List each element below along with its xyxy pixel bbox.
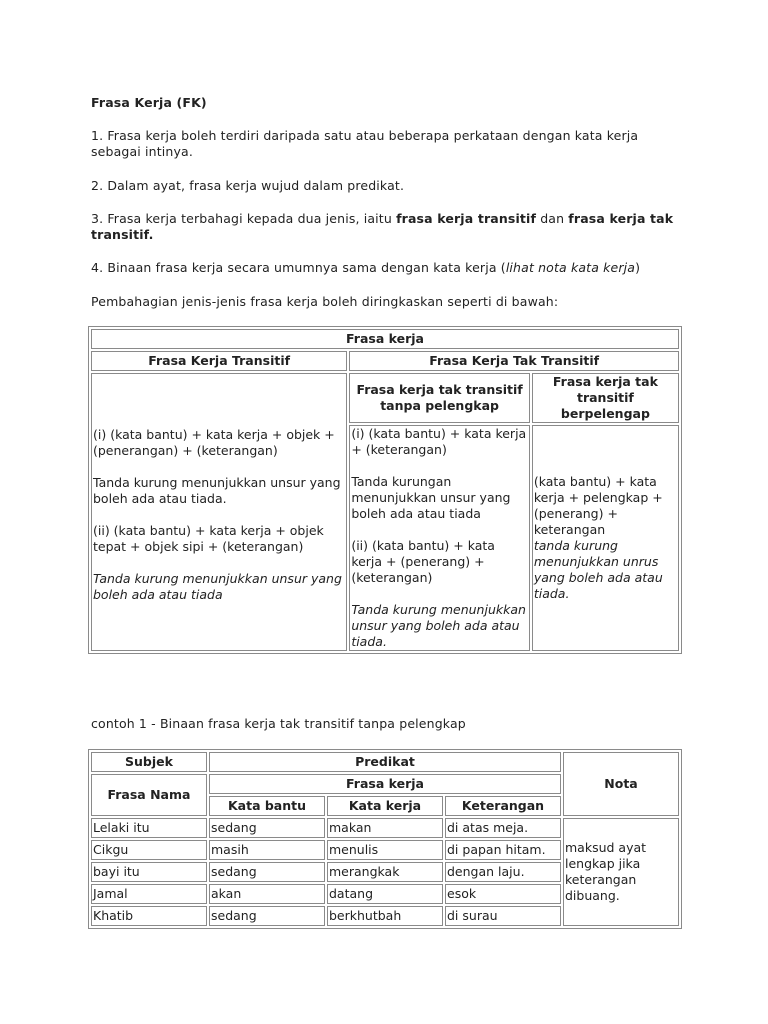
spacer <box>351 458 528 474</box>
point-4 <box>91 260 691 276</box>
tanpa-note-1: Tanda kurungan menunjukkan unsur yang boleh ada atau tiada <box>351 474 511 521</box>
kata-kerja-cell: berkhutbah <box>327 906 443 926</box>
kata-bantu-cell: akan <box>209 884 325 904</box>
header-kata-bantu: Kata bantu <box>209 796 325 816</box>
header-tanpa-pelengkap: Frasa kerja tak transitif tanpa pelengkap <box>349 373 530 423</box>
header-frasa-kerja: Frasa kerja <box>209 774 561 794</box>
point-4-post: ) <box>635 260 641 275</box>
spacer <box>93 375 345 427</box>
tanpa-formula-ii: (ii) (kata bantu) + kata kerja + (penerang) + (keterangan) <box>351 538 495 585</box>
spacer <box>93 555 345 571</box>
spacer <box>93 507 345 523</box>
kata-kerja-cell: merangkak <box>327 862 443 882</box>
spacer <box>93 459 345 475</box>
point-3-mid: dan <box>536 211 569 226</box>
spacer <box>351 586 528 602</box>
keterangan-cell: dengan laju. <box>445 862 561 882</box>
transitif-formula-i: (i) (kata bantu) + kata kerja + objek + (penerangan) + (keterangan) <box>93 427 335 458</box>
tanpa-note-2: Tanda kurung menunjukkan unsur yang boleh ada atau tiada. <box>351 602 526 649</box>
header-tak-transitif: Frasa Kerja Tak Transitif <box>349 351 679 371</box>
tanpa-pelengkap-cell <box>349 425 530 651</box>
berpelengkap-cell <box>532 425 679 651</box>
header-frasa-nama: Frasa Nama <box>91 774 207 816</box>
example-title: contoh 1 - Binaan frasa kerja tak transitif tanpa pelengkap <box>91 716 466 731</box>
point-2: 2. Dalam ayat, frasa kerja wujud dalam predikat. <box>91 178 405 193</box>
nota-cell: maksud ayat lengkap jika keterangan dibuang. <box>563 818 679 926</box>
point-3-bold-2: frasa kerja tak transitif. <box>91 211 674 242</box>
subjek-cell: Khatib <box>91 906 207 926</box>
header-berpelengkap: Frasa kerja tak transitif berpelengap <box>532 373 679 423</box>
table-title: Frasa kerja <box>91 329 679 349</box>
table-row <box>91 818 679 838</box>
spacer <box>351 522 528 538</box>
kata-bantu-cell: sedang <box>209 818 325 838</box>
tanpa-formula-i: (i) (kata bantu) + kata kerja + (keterangan) <box>351 426 527 457</box>
kata-bantu-cell: sedang <box>209 862 325 882</box>
kata-kerja-cell: datang <box>327 884 443 904</box>
keterangan-cell: di papan hitam. <box>445 840 561 860</box>
header-subjek: Subjek <box>91 752 207 772</box>
point-4-pre: 4. Binaan frasa kerja secara umumnya sama dengan kata kerja ( <box>91 260 506 275</box>
header-keterangan: Keterangan <box>445 796 561 816</box>
keterangan-cell: esok <box>445 884 561 904</box>
spacer <box>93 603 345 649</box>
ber-note: tanda kurung menunjukkan unrus yang boleh ada atau tiada. <box>533 538 663 601</box>
point-3-bold-1: frasa kerja transitif <box>396 211 537 226</box>
frasa-kerja-table <box>88 326 682 654</box>
subjek-cell: Cikgu <box>91 840 207 860</box>
kata-bantu-cell: masih <box>209 840 325 860</box>
keterangan-cell: di atas meja. <box>445 818 561 838</box>
header-transitif: Frasa Kerja Transitif <box>91 351 347 371</box>
header-predikat: Predikat <box>209 752 561 772</box>
transitif-note-2: Tanda kurung menunjukkan unsur yang boleh ada atau tiada <box>93 571 342 602</box>
keterangan-cell: di surau <box>445 906 561 926</box>
subjek-cell: Lelaki itu <box>91 818 207 838</box>
example-table <box>88 749 682 929</box>
kata-kerja-cell: makan <box>327 818 443 838</box>
point-3-pre: 3. Frasa kerja terbahagi kepada dua jenis, iaitu <box>91 211 397 226</box>
kata-bantu-cell: sedang <box>209 906 325 926</box>
point-4-link-text: lihat nota kata kerja <box>505 260 636 275</box>
transitif-note-1: Tanda kurung menunjukkan unsur yang boleh ada atau tiada. <box>93 475 341 506</box>
intro-text: Pembahagian jenis-jenis frasa kerja boleh diringkaskan seperti di bawah: <box>91 294 559 309</box>
point-3 <box>91 211 691 243</box>
header-kata-kerja: Kata kerja <box>327 796 443 816</box>
transitif-cell <box>91 373 347 651</box>
subjek-cell: Jamal <box>91 884 207 904</box>
header-nota: Nota <box>563 752 679 816</box>
ber-formula: (kata bantu) + kata kerja + pelengkap + (penerang) + keterangan <box>533 474 663 537</box>
kata-kerja-cell: menulis <box>327 840 443 860</box>
subjek-cell: bayi itu <box>91 862 207 882</box>
point-1: 1. Frasa kerja boleh terdiri daripada satu atau beberapa perkataan dengan kata kerja sebagai intinya. <box>91 128 639 159</box>
page-title: Frasa Kerja (FK) <box>91 95 207 110</box>
transitif-formula-ii: (ii) (kata bantu) + kata kerja + objek tepat + objek sipi + (keterangan) <box>93 523 324 554</box>
